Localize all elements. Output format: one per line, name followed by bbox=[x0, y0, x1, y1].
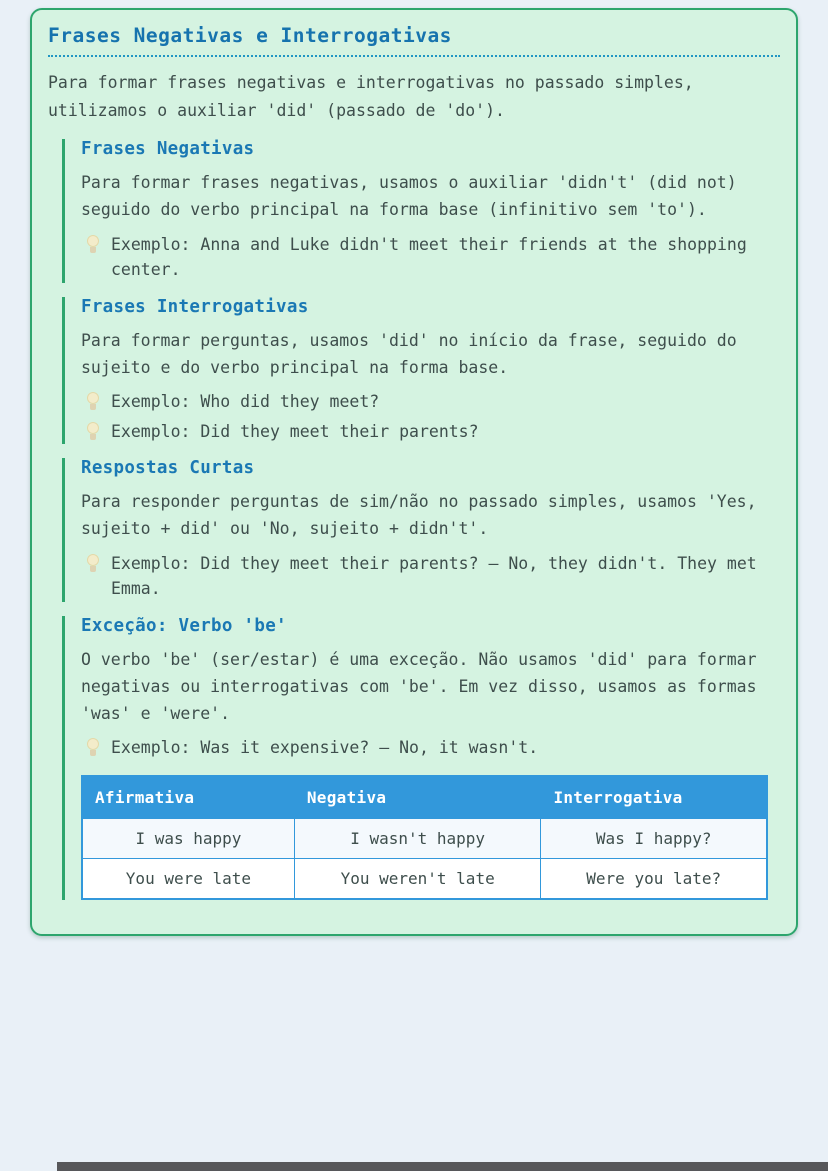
column-header-afirmativa: Afirmativa bbox=[82, 776, 294, 819]
table-cell: Was I happy? bbox=[541, 819, 767, 859]
section-heading: Frases Interrogativas bbox=[81, 296, 309, 317]
bottom-bar bbox=[57, 1162, 828, 1171]
section-respostas-curtas bbox=[62, 458, 780, 602]
table-cell: You were late bbox=[82, 859, 294, 900]
example-item bbox=[85, 419, 780, 445]
section-body: Para responder perguntas de sim/não no passado simples, usamos 'Yes, sujeito + did' ou 'No, sujeito + didn't'. bbox=[81, 492, 757, 539]
example-text: Exemplo: Did they meet their parents? bbox=[111, 421, 479, 441]
table-row bbox=[82, 819, 767, 859]
section-heading: Respostas Curtas bbox=[81, 458, 255, 479]
lesson-card bbox=[30, 8, 798, 936]
table-cell: Were you late? bbox=[541, 859, 767, 900]
example-text: Exemplo: Who did they meet? bbox=[111, 392, 380, 412]
example-text: Exemplo: Did they meet their parents? – No, they didn't. They met Emma. bbox=[111, 553, 757, 599]
page-title: Frases Negativas e Interrogativas bbox=[48, 24, 780, 57]
column-header-interrogativa: Interrogativa bbox=[541, 776, 767, 819]
be-forms-table bbox=[81, 775, 768, 900]
lightbulb-icon bbox=[85, 738, 101, 760]
section-body: Para formar frases negativas, usamos o auxiliar 'didn't' (did not) seguido do verbo principal na forma base (infinitivo sem 'to'). bbox=[81, 173, 737, 220]
table-cell: I wasn't happy bbox=[294, 819, 541, 859]
example-text: Exemplo: Was it expensive? – No, it wasn't. bbox=[111, 738, 539, 758]
intro-paragraph: Para formar frases negativas e interrogativas no passado simples, utilizamos o auxiliar 'did' (passado de 'do'). bbox=[48, 73, 694, 121]
section-excecao-verbo-be bbox=[62, 616, 780, 900]
lightbulb-icon bbox=[85, 422, 101, 444]
example-text: Exemplo: Anna and Luke didn't meet their friends at the shopping center. bbox=[111, 234, 747, 280]
section-frases-negativas bbox=[62, 139, 780, 283]
lightbulb-icon bbox=[85, 392, 101, 414]
lightbulb-icon bbox=[85, 235, 101, 257]
section-heading: Frases Negativas bbox=[81, 139, 255, 160]
section-heading: Exceção: Verbo 'be' bbox=[81, 615, 287, 636]
example-item bbox=[85, 735, 780, 761]
column-header-negativa: Negativa bbox=[294, 776, 541, 819]
table-header-row bbox=[82, 776, 767, 819]
section-frases-interrogativas bbox=[62, 297, 780, 445]
table-cell: I was happy bbox=[82, 819, 294, 859]
example-item bbox=[85, 551, 780, 602]
table-row bbox=[82, 859, 767, 900]
example-item bbox=[85, 389, 780, 415]
example-item bbox=[85, 232, 780, 283]
lightbulb-icon bbox=[85, 554, 101, 576]
table-cell: You weren't late bbox=[294, 859, 541, 900]
section-body: O verbo 'be' (ser/estar) é uma exceção. Não usamos 'did' para formar negativas ou interrogativas com 'be'. Em vez disso, usamos as formas 'was' e 'were'. bbox=[81, 649, 757, 724]
section-body: Para formar perguntas, usamos 'did' no início da frase, seguido do sujeito e do verbo principal na forma base. bbox=[81, 330, 737, 377]
